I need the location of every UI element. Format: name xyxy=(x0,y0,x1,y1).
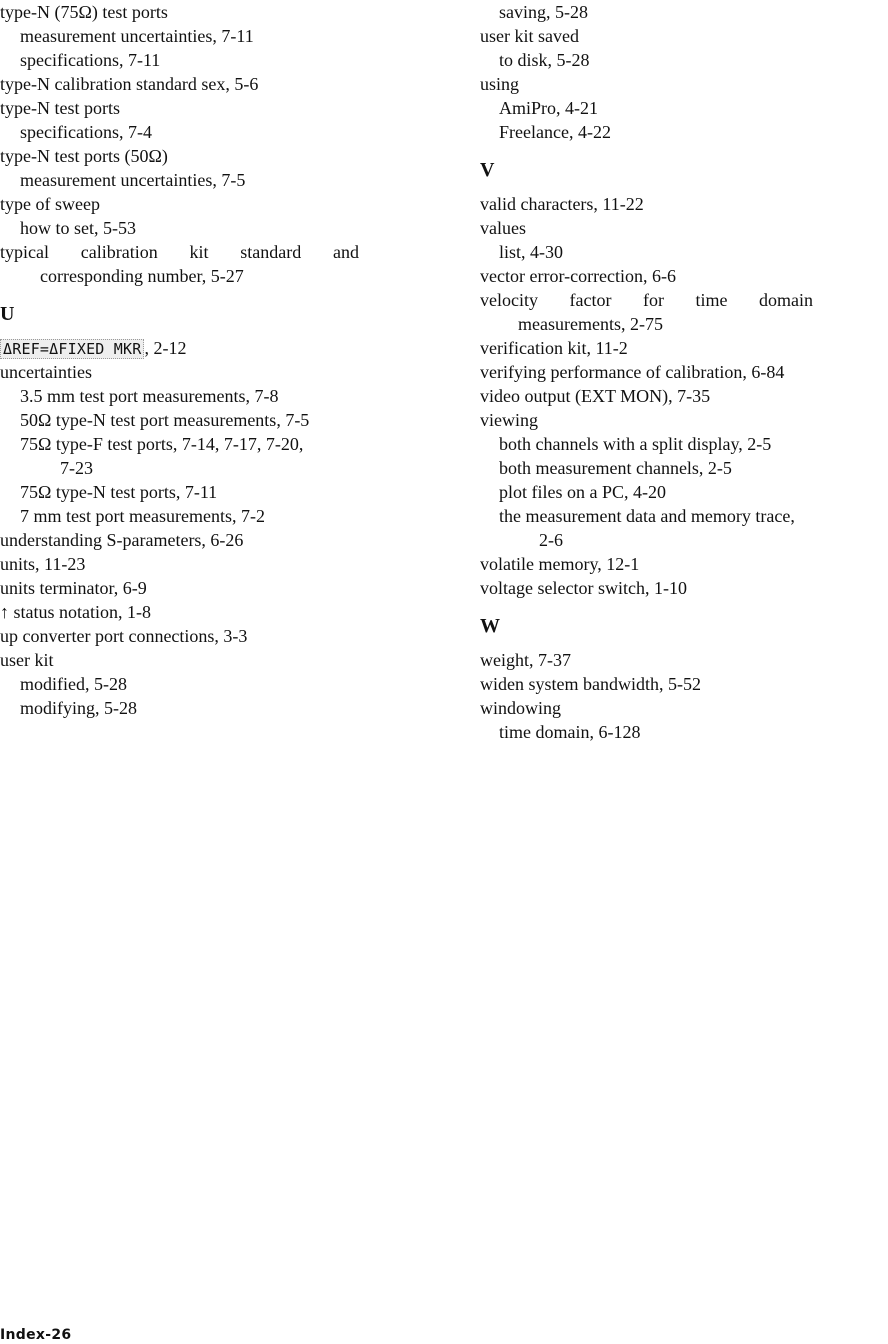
index-entry: type of sweep xyxy=(0,194,100,214)
index-word: for xyxy=(642,290,664,310)
index-entry-justified xyxy=(480,288,813,312)
index-subentry: both channels with a split display, 2-5 xyxy=(499,434,772,454)
index-letter-heading: W xyxy=(480,615,500,637)
index-entry-justified xyxy=(0,240,359,264)
index-entry: valid characters, 11-22 xyxy=(480,194,644,214)
index-word: velocity xyxy=(480,290,538,310)
index-word: kit xyxy=(189,242,209,262)
index-letter-heading: V xyxy=(480,159,495,181)
index-subentry: 50Ω type-N test port measurements, 7-5 xyxy=(20,410,310,430)
index-word: time xyxy=(695,290,728,310)
index-subentry: 75Ω type-N test ports, 7-11 xyxy=(20,482,218,502)
index-entry: viewing xyxy=(480,410,538,430)
index-entry: uncertainties xyxy=(0,362,92,382)
index-subentry: specifications, 7-4 xyxy=(20,122,152,142)
index-subentry: the measurement data and memory trace, xyxy=(499,506,795,526)
index-subentry: time domain, 6-128 xyxy=(499,722,641,742)
index-subentry: Freelance, 4-22 xyxy=(499,122,611,142)
index-subentry: modified, 5-28 xyxy=(20,674,127,694)
index-entry: units, 11-23 xyxy=(0,554,86,574)
index-subentry-continuation: 2-6 xyxy=(539,530,563,550)
index-subentry-continuation: 7-23 xyxy=(60,458,93,478)
softkey-label: ΔREF=ΔFIXED MKR xyxy=(0,339,144,359)
index-word: calibration xyxy=(80,242,158,262)
index-entry: understanding S-parameters, 6-26 xyxy=(0,530,244,550)
index-entry: using xyxy=(480,74,520,94)
index-subentry: saving, 5-28 xyxy=(499,2,588,22)
index-entry: volatile memory, 12-1 xyxy=(480,554,640,574)
index-subentry: 75Ω type-F test ports, 7-14, 7-17, 7-20, xyxy=(20,434,304,454)
index-subentry: measurement uncertainties, 7-11 xyxy=(20,26,254,46)
index-word: domain xyxy=(758,290,813,310)
index-subentry: 7 mm test port measurements, 7-2 xyxy=(20,506,265,526)
index-subentry: modifying, 5-28 xyxy=(20,698,137,718)
index-entry: voltage selector switch, 1-10 xyxy=(480,578,687,598)
index-entry: verifying performance of calibration, 6-84 xyxy=(480,362,785,382)
index-entry: type-N calibration standard sex, 5-6 xyxy=(0,74,259,94)
index-entry: vector error-correction, 6-6 xyxy=(480,266,677,286)
index-entry: type-N (75Ω) test ports xyxy=(0,2,168,22)
index-word: and xyxy=(332,242,359,262)
index-entry: weight, 7-37 xyxy=(480,650,571,670)
index-entry: user kit saved xyxy=(480,26,579,46)
index-entry: ↑ status notation, 1-8 xyxy=(0,602,151,622)
index-subentry: measurement uncertainties, 7-5 xyxy=(20,170,246,190)
index-entry: widen system bandwidth, 5-52 xyxy=(480,674,701,694)
index-word: typical xyxy=(0,242,49,262)
page-number: Index-26 xyxy=(0,1327,72,1343)
index-column-left xyxy=(0,0,410,720)
index-entry-continuation: measurements, 2-75 xyxy=(518,314,663,334)
index-entry: type-N test ports (50Ω) xyxy=(0,146,168,166)
index-subentry: both measurement channels, 2-5 xyxy=(499,458,732,478)
index-page-ref: , 2-12 xyxy=(144,338,187,358)
index-subentry: 3.5 mm test port measurements, 7-8 xyxy=(20,386,279,406)
index-entry: video output (EXT MON), 7-35 xyxy=(480,386,711,406)
index-entry: type-N test ports xyxy=(0,98,120,118)
index-subentry: to disk, 5-28 xyxy=(499,50,590,70)
index-column-right xyxy=(480,0,888,744)
index-entry-softkey xyxy=(0,336,410,360)
index-entry: up converter port connections, 3-3 xyxy=(0,626,248,646)
index-subentry: how to set, 5-53 xyxy=(20,218,136,238)
index-entry: verification kit, 11-2 xyxy=(480,338,628,358)
index-entry-continuation: corresponding number, 5-27 xyxy=(40,266,244,286)
index-subentry: plot files on a PC, 4-20 xyxy=(499,482,666,502)
index-subentry: list, 4-30 xyxy=(499,242,564,262)
index-entry: values xyxy=(480,218,526,238)
index-entry: windowing xyxy=(480,698,561,718)
index-entry: user kit xyxy=(0,650,54,670)
index-subentry: specifications, 7-11 xyxy=(20,50,161,70)
index-letter-heading: U xyxy=(0,303,15,325)
index-subentry: AmiPro, 4-21 xyxy=(499,98,598,118)
index-entry: units terminator, 6-9 xyxy=(0,578,147,598)
index-word: factor xyxy=(569,290,612,310)
index-word: standard xyxy=(240,242,302,262)
